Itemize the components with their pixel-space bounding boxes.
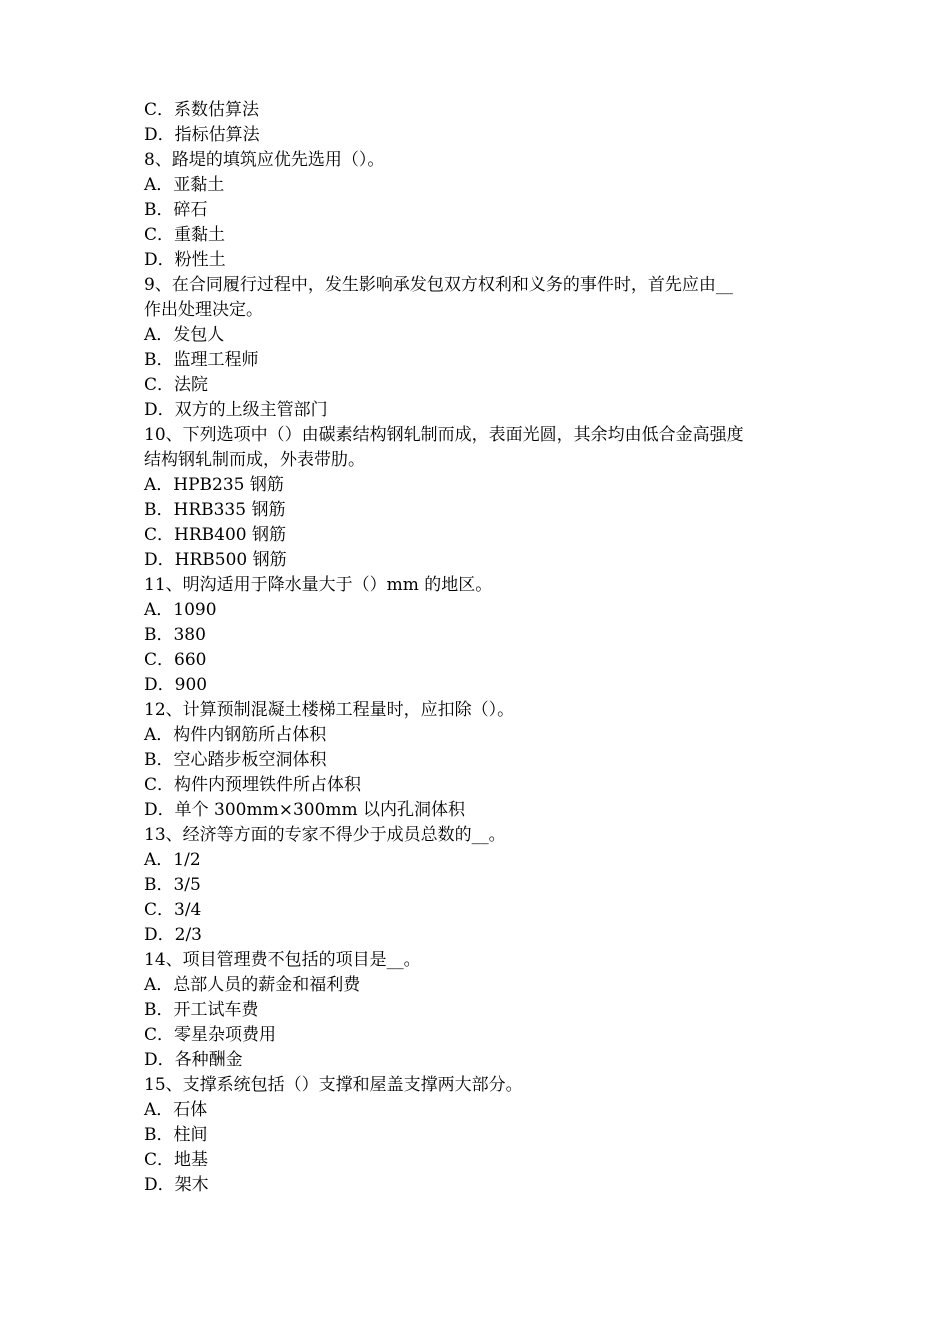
option-c-q14: C．零星杂项费用: [144, 1025, 277, 1045]
option-b-q12: B．空心踏步板空洞体积: [144, 750, 327, 770]
option-d-q14: D．各种酬金: [144, 1050, 243, 1070]
option-d-q11: D．900: [144, 675, 208, 695]
option-a-q13: A．1/2: [144, 850, 201, 870]
option-d-q15: D．架木: [144, 1175, 209, 1195]
option-a-q14: A．总部人员的薪金和福利费: [144, 975, 361, 995]
question-9-line-2: 作出处理决定。: [144, 300, 263, 320]
question-12: 12、计算预制混凝土楼梯工程量时，应扣除（）。: [144, 700, 515, 720]
option-b-q15: B．柱间: [144, 1125, 208, 1145]
option-a-q11: A．1090: [144, 600, 217, 620]
question-13: 13、经济等方面的专家不得少于成员总数的__。: [144, 825, 506, 845]
option-c-q11: C．660: [144, 650, 207, 670]
question-11: 11、明沟适用于降水量大于（）mm 的地区。: [144, 575, 493, 595]
question-15: 15、支撑系统包括（）支撑和屋盖支撑两大部分。: [144, 1075, 523, 1095]
option-b-q11: B．380: [144, 625, 206, 645]
option-b-q14: B．开工试车费: [144, 1000, 259, 1020]
option-a-q12: A．构件内钢筋所占体积: [144, 725, 327, 745]
option-c-q13: C．3/4: [144, 900, 202, 920]
option-c-q12: C．构件内预埋铁件所占体积: [144, 775, 362, 795]
option-d-q8: D．粉性土: [144, 250, 226, 270]
option-d-q12: D．单个 300mm×300mm 以内孔洞体积: [144, 800, 466, 820]
question-9-line-1: 9、在合同履行过程中，发生影响承发包双方权利和义务的事件时，首先应由__: [144, 275, 733, 295]
option-c-q15: C．地基: [144, 1150, 209, 1170]
question-10-line-1: 10、下列选项中（）由碳素结构钢轧制而成，表面光圆，其余均由低合金高强度: [144, 425, 744, 445]
question-8: 8、路堤的填筑应优先选用（）。: [144, 150, 385, 170]
option-b-q10: B．HRB335 钢筋: [144, 500, 286, 520]
option-d-q7: D．指标估算法: [144, 125, 260, 145]
option-b-q9: B．监理工程师: [144, 350, 259, 370]
option-c-q8: C．重黏土: [144, 225, 226, 245]
option-b-q13: B．3/5: [144, 875, 201, 895]
document-page: [144, 98, 824, 1198]
option-d-q10: D．HRB500 钢筋: [144, 550, 287, 570]
option-d-q9: D．双方的上级主管部门: [144, 400, 328, 420]
question-10-line-2: 结构钢轧制而成，外表带肋。: [144, 450, 365, 470]
option-c-q9: C．法院: [144, 375, 209, 395]
option-a-q15: A．石体: [144, 1100, 208, 1120]
option-c-q7: C．系数估算法: [144, 100, 260, 120]
option-d-q13: D．2/3: [144, 925, 202, 945]
option-a-q9: A．发包人: [144, 325, 225, 345]
option-b-q8: B．碎石: [144, 200, 208, 220]
option-c-q10: C．HRB400 钢筋: [144, 525, 286, 545]
option-a-q8: A．亚黏土: [144, 175, 225, 195]
question-14: 14、项目管理费不包括的项目是__。: [144, 950, 421, 970]
option-a-q10: A．HPB235 钢筋: [144, 475, 284, 495]
